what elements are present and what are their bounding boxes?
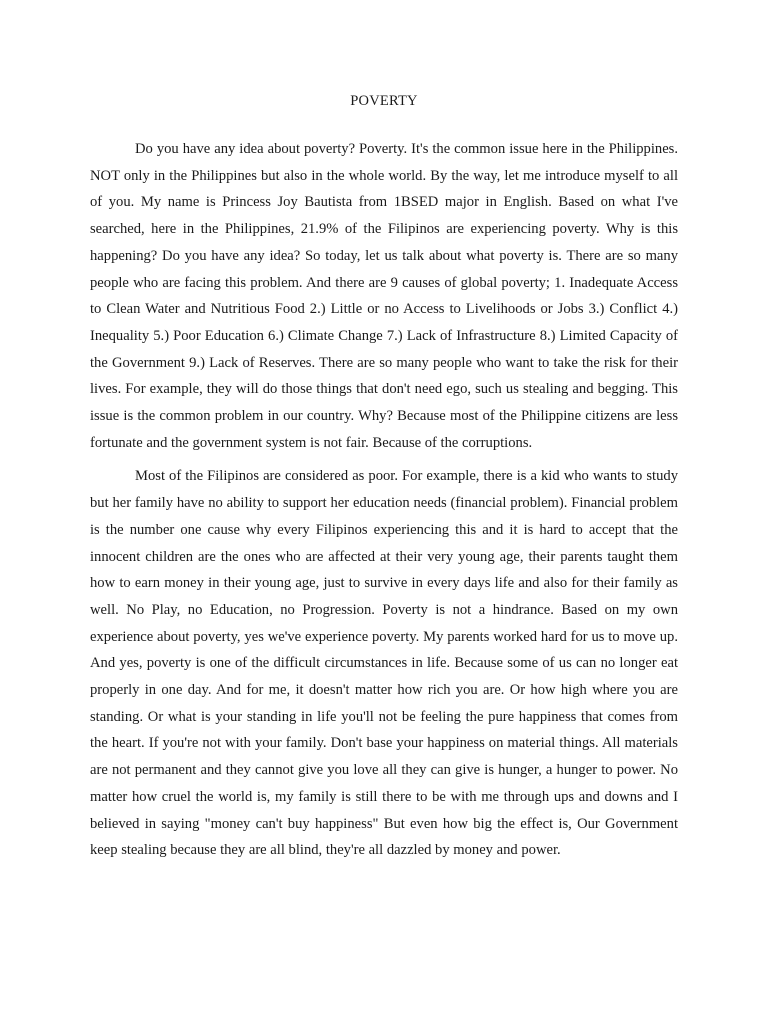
paragraph-2: Most of the Filipinos are considered as poor. For example, there is a kid who wants to study but her family have no ability to support her education needs (financial problem). Financial problem is the number one cause why every Filipinos experiencing this and it is hard to accept that the innocent children are the ones who are affected at their very young age, their parents taught them how to earn money in their young age, just to survive in every days life and also for their family as well. No Play, no Education, no Progression. Poverty is not a hindrance. Based on my own experience about poverty, yes we've experience poverty. My parents worked hard for us to move up. And yes, poverty is one of the difficult circumstances in life. Because some of us can no longer eat properly in one day. And for me, it doesn't matter how rich you are. Or how high where you are standing. Or what is your standing in life you'll not be feeling the pure happiness that comes from the heart. If you're not with your family. Don't base your happiness on material things. All materials are not permanent and they cannot give you love all they can give is hunger, a hunger to power. No matter how cruel the world is, my family is still there to be with me through ups and downs and I believed in saying "money can't buy happiness" But even how big the effect is, Our Government keep stealing because they are all blind, they're all dazzled by money and power. xyxy=(90,468,678,859)
document-title: POVERTY xyxy=(350,93,418,109)
paragraph-1: Do you have any idea about poverty? Poverty. It's the common issue here in the Philippines. NOT only in the Philippines but also in the whole world. By the way, let me introduce myself to all of you. My name is Princess Joy Bautista from 1BSED major in English. Based on what I've searched, here in the Philippines, 21.9% of the Filipinos are experiencing poverty. Why is this happening? Do you have any idea? So today, let us talk about what poverty is. There are so many people who are facing this problem. And there are 9 causes of global poverty; 1. Inadequate Access to Clean Water and Nutritious Food 2.) Little or no Access to Livelihoods or Jobs 3.) Conflict 4.) Inequality 5.) Poor Education 6.) Climate Change 7.) Lack of Infrastructure 8.) Limited Capacity of the Government 9.) Lack of Reserves. There are so many people who want to take the risk for their lives. For example, they will do those things that don't need ego, such us stealing and begging. This issue is the common problem in our country. Why? Because most of the Philippine citizens are less fortunate and the government system is not fair. Because of the corruptions. xyxy=(90,141,678,451)
document-body xyxy=(90,136,678,871)
